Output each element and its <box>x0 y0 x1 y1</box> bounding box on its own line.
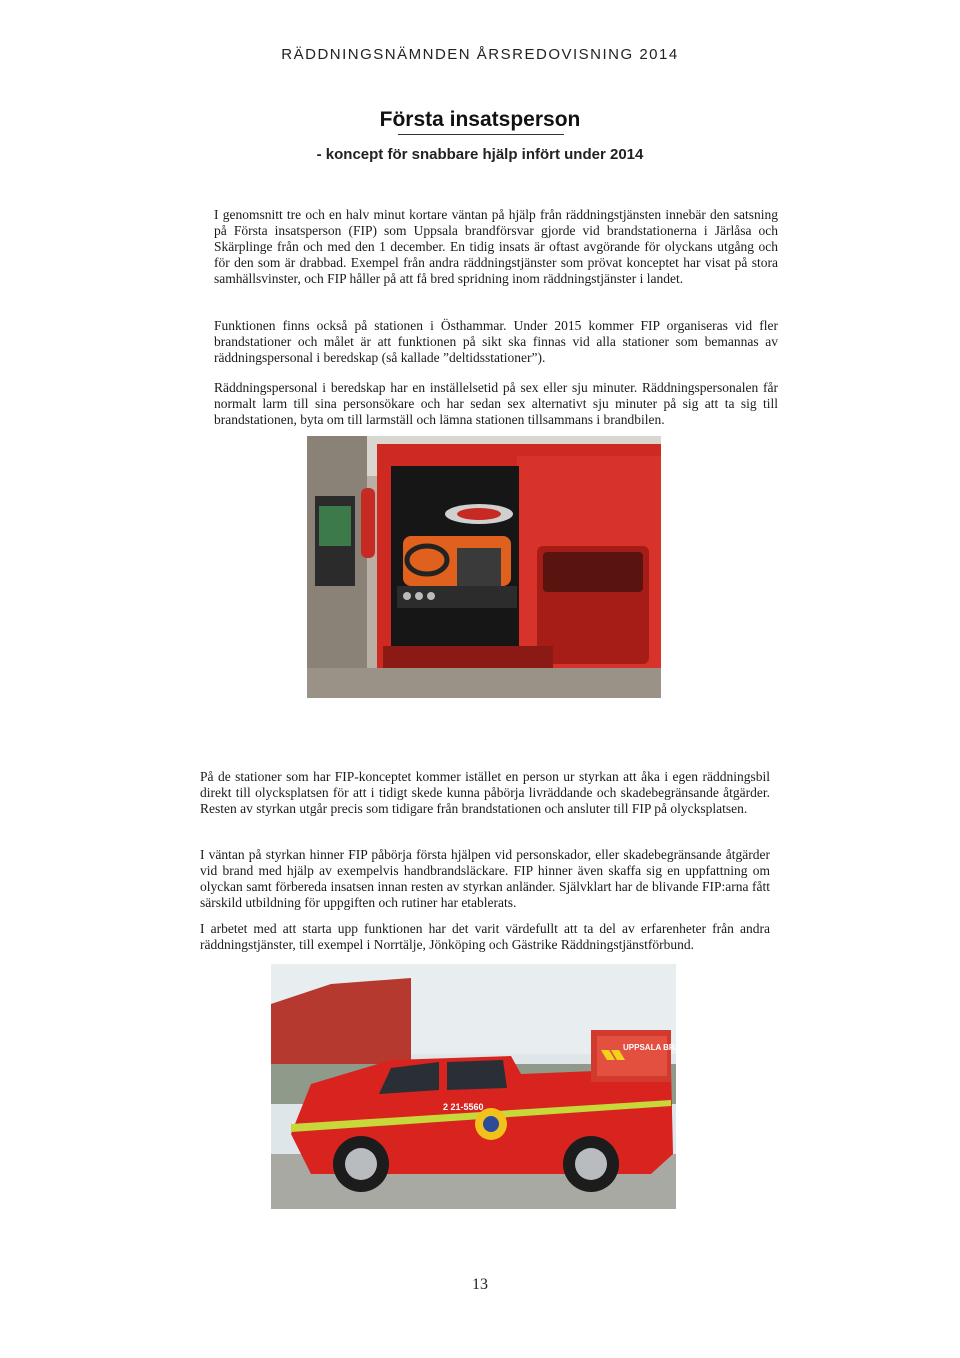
fip-vehicle-photo <box>271 964 731 1209</box>
paragraph-first-aid: I väntan på styrkan hinner FIP påbörja första hjälpen vid personskador, eller skadebegränsande åtgärder vid brand med hjälp av exempelvis handbrandsläckare. FIP hinner även skaffa sig en uppfattning om olyckan samt förbereda insatsen innan resten av styrkan anländer. Självklart har de blivande FIP:arna fått särskild utbildning för uppgiften och rutiner har etablerats. <box>200 847 770 910</box>
paragraph-intro: I genomsnitt tre och en halv minut kortare väntan på hjälp från räddningstjänsten innebär den satsning på Första insatsperson (FIP) som Uppsala brandförsvar gjorde vid brandstationerna i Järlåsa och Skärplinge från och med den 1 december. En tidig insats är oftast avgörande för olyckans utgång och för den som är drabbad. Exempel från andra räddningstjänster som prövat konceptet har visat på stora samhällsvinster, och FIP håller på att få bred spridning inom räddningstjänster i landet. <box>214 207 778 286</box>
vehicle-rear-equipment-photo <box>307 436 661 698</box>
paragraph-experience: I arbetet med att starta upp funktionen har det varit värdefullt att ta del av erfarenheter från andra räddningstjänster, till exempel i Norrtälje, Jönköping och Gästrike Räddningstjänstförbund. <box>200 921 770 952</box>
paragraph-expansion: Funktionen finns också på stationen i Östhammar. Under 2015 kommer FIP organiseras vid fler brandstationer och målet är att funktionen på sikt ska finnas vid alla stationer som bemannas av räddningspersonal i beredskap (så kallade ”deltidsstationer”). <box>214 318 778 365</box>
page-number: 13 <box>472 1276 488 1293</box>
page-subtitle: - koncept för snabbare hjälp infört under 2014 <box>316 146 644 163</box>
paragraph-fip-concept: På de stationer som har FIP-konceptet kommer istället en person ur styrkan att åka i egen räddningsbil direkt till olycksplatsen för att i tidigt skede kunna påbörja livräddande och skadebegränsande åtgärder. Resten av styrkan utgår precis som tidigare från brandstationen och ansluter till FIP på olycksplatsen. <box>200 769 770 816</box>
paragraph-response-time: Räddningspersonal i beredskap har en inställelsetid på sex eller sju minuter. Räddningspersonalen får normalt larm till sina personsökare och har sedan sex alternativt sju minuter på sig att ta sig till brandstationen, byta om till larmställ och lämna stationen tillsammans i brandbilen. <box>214 380 778 427</box>
vehicle-door-number: 2 21-5560 <box>443 1102 484 1112</box>
title-underline <box>398 134 564 135</box>
running-header: RÄDDNINGSNÄMNDEN ÅRSREDOVISNING 2014 <box>281 46 679 63</box>
vehicle-box-label: UPPSALA BRANDFÖRSVAR <box>623 1043 731 1052</box>
page-title: Första insatsperson <box>379 108 581 131</box>
